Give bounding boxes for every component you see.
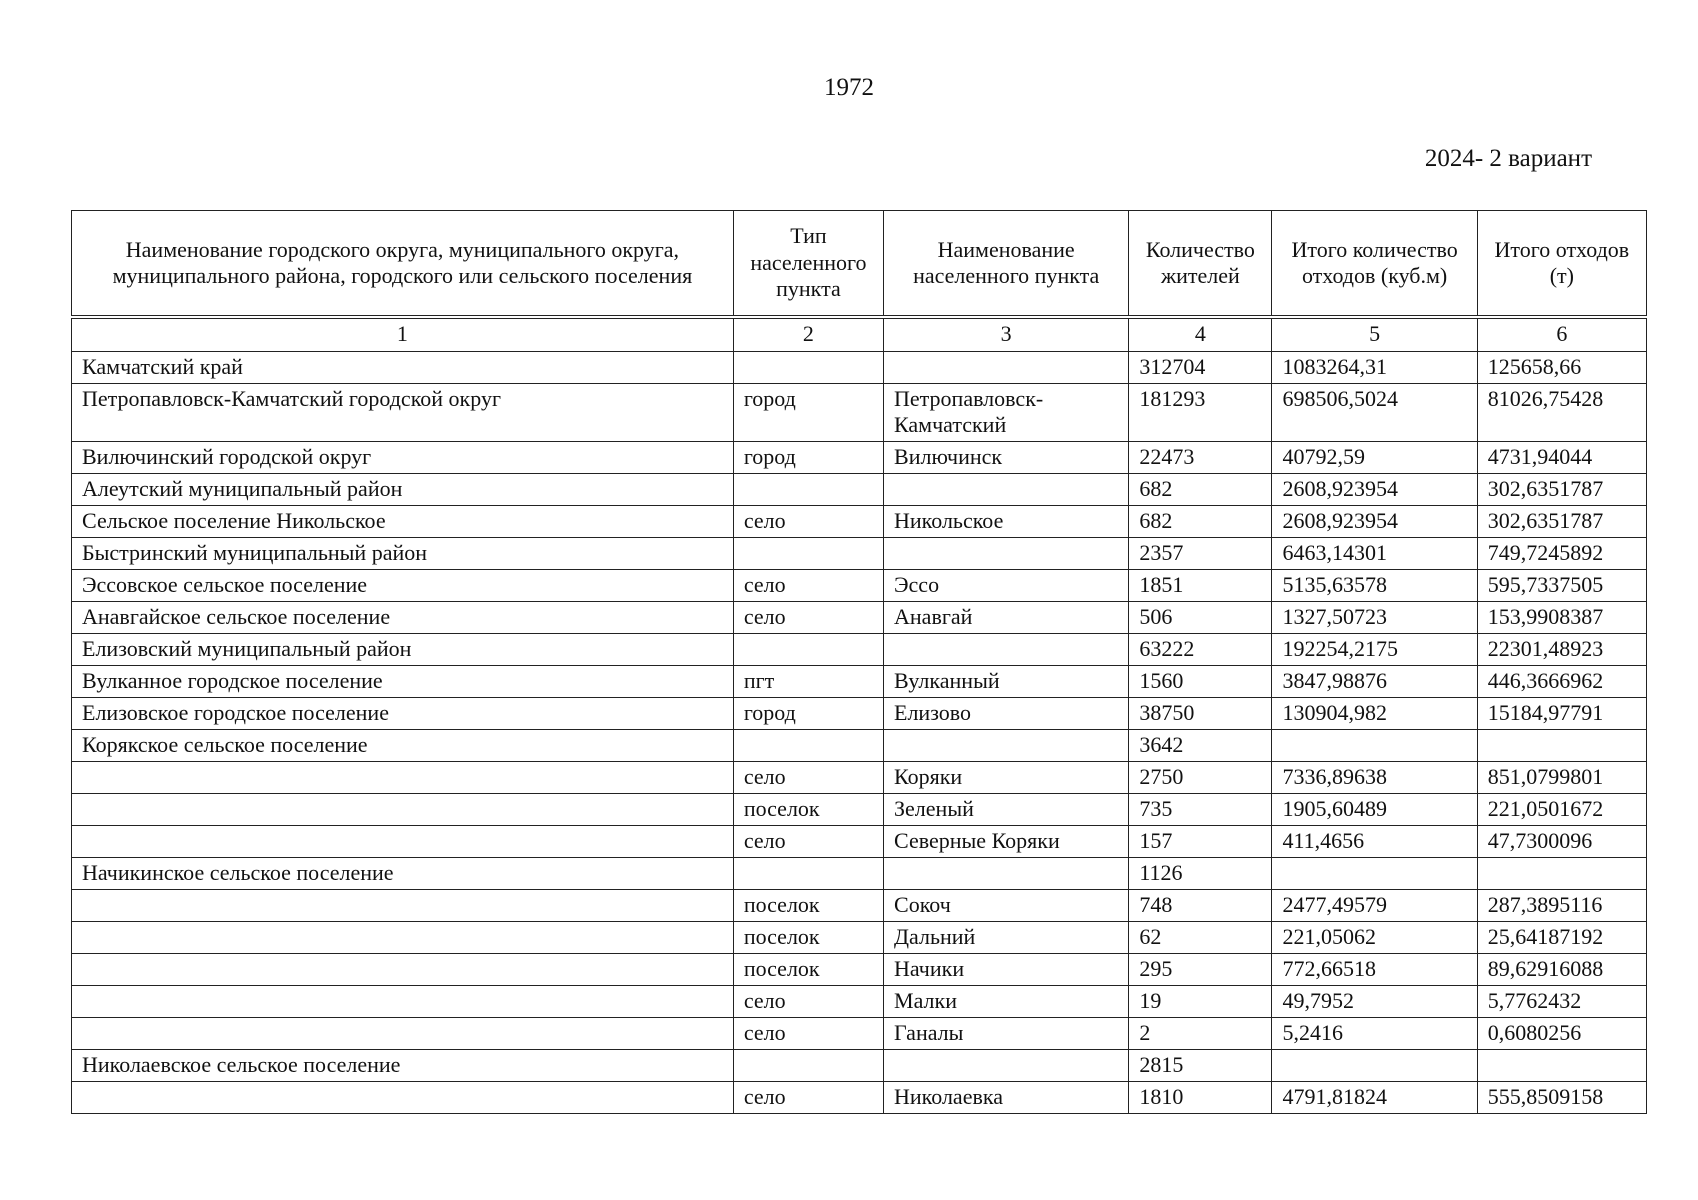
column-number: 5 <box>1272 317 1477 352</box>
table-row <box>72 729 1647 761</box>
cell-settlement-type: поселок <box>733 889 883 921</box>
cell-waste-volume: 2608,923954 <box>1272 473 1477 505</box>
cell-settlement-name: Зеленый <box>884 793 1129 825</box>
cell-settlement-name: Петропавловск-Камчатский <box>884 384 1129 442</box>
cell-waste-volume: 2477,49579 <box>1272 889 1477 921</box>
header-municipality: Наименование городского округа, муниципального округа, муниципального района, городского или сельского поселения <box>72 211 734 318</box>
cell-waste-volume <box>1272 857 1477 889</box>
cell-settlement-type <box>733 1049 883 1081</box>
cell-waste-volume: 698506,5024 <box>1272 384 1477 442</box>
cell-settlement-name: Начики <box>884 953 1129 985</box>
cell-population: 38750 <box>1129 697 1272 729</box>
cell-municipality <box>72 889 734 921</box>
cell-population: 682 <box>1129 505 1272 537</box>
cell-population: 2 <box>1129 1017 1272 1049</box>
cell-waste-mass <box>1477 1049 1646 1081</box>
cell-waste-mass: 595,7337505 <box>1477 569 1646 601</box>
table-row <box>72 761 1647 793</box>
cell-settlement-type: поселок <box>733 921 883 953</box>
table-row <box>72 537 1647 569</box>
cell-population: 63222 <box>1129 633 1272 665</box>
cell-settlement-name: Николаевка <box>884 1081 1129 1113</box>
cell-waste-mass: 851,0799801 <box>1477 761 1646 793</box>
cell-population: 1810 <box>1129 1081 1272 1113</box>
column-number: 2 <box>733 317 883 352</box>
cell-population: 735 <box>1129 793 1272 825</box>
table-row <box>72 569 1647 601</box>
cell-settlement-name: Елизово <box>884 697 1129 729</box>
table-row <box>72 1081 1647 1113</box>
cell-population: 295 <box>1129 953 1272 985</box>
cell-settlement-name: Малки <box>884 985 1129 1017</box>
table-row <box>72 505 1647 537</box>
table-row <box>72 1017 1647 1049</box>
cell-settlement-type <box>733 537 883 569</box>
cell-settlement-type: село <box>733 825 883 857</box>
waste-table <box>71 210 1647 1114</box>
cell-settlement-type: город <box>733 441 883 473</box>
cell-waste-volume: 4791,81824 <box>1272 1081 1477 1113</box>
cell-settlement-name: Вулканный <box>884 665 1129 697</box>
cell-municipality: Камчатский край <box>72 352 734 384</box>
cell-population: 2750 <box>1129 761 1272 793</box>
cell-waste-mass: 221,0501672 <box>1477 793 1646 825</box>
cell-population: 748 <box>1129 889 1272 921</box>
cell-settlement-type: пгт <box>733 665 883 697</box>
cell-waste-volume: 2608,923954 <box>1272 505 1477 537</box>
cell-municipality: Елизовский муниципальный район <box>72 633 734 665</box>
cell-waste-volume <box>1272 729 1477 761</box>
cell-settlement-name <box>884 729 1129 761</box>
table-row <box>72 793 1647 825</box>
cell-municipality: Эссовское сельское поселение <box>72 569 734 601</box>
cell-settlement-type: село <box>733 761 883 793</box>
cell-settlement-type: село <box>733 569 883 601</box>
cell-waste-mass: 47,7300096 <box>1477 825 1646 857</box>
cell-waste-mass: 749,7245892 <box>1477 537 1646 569</box>
cell-waste-volume: 130904,982 <box>1272 697 1477 729</box>
cell-municipality <box>72 985 734 1017</box>
cell-population: 19 <box>1129 985 1272 1017</box>
cell-population: 3642 <box>1129 729 1272 761</box>
cell-municipality <box>72 953 734 985</box>
cell-municipality: Николаевское сельское поселение <box>72 1049 734 1081</box>
cell-waste-volume: 221,05062 <box>1272 921 1477 953</box>
cell-waste-mass: 153,9908387 <box>1477 601 1646 633</box>
table-row <box>72 665 1647 697</box>
cell-settlement-name <box>884 473 1129 505</box>
table-row <box>72 857 1647 889</box>
column-number: 4 <box>1129 317 1272 352</box>
cell-settlement-name: Вилючинск <box>884 441 1129 473</box>
cell-settlement-name: Ганалы <box>884 1017 1129 1049</box>
cell-municipality <box>72 825 734 857</box>
header-waste-volume: Итого количество отходов (куб.м) <box>1272 211 1477 318</box>
cell-municipality <box>72 921 734 953</box>
cell-municipality: Алеутский муниципальный район <box>72 473 734 505</box>
page-number: 1972 <box>824 74 874 101</box>
cell-waste-volume: 411,4656 <box>1272 825 1477 857</box>
header-population: Количество жителей <box>1129 211 1272 318</box>
column-number: 6 <box>1477 317 1646 352</box>
table-row <box>72 384 1647 442</box>
cell-settlement-name: Никольское <box>884 505 1129 537</box>
table-row <box>72 697 1647 729</box>
cell-municipality: Быстринский муниципальный район <box>72 537 734 569</box>
cell-waste-volume: 6463,14301 <box>1272 537 1477 569</box>
table-row <box>72 441 1647 473</box>
table-row <box>72 1049 1647 1081</box>
cell-settlement-type: село <box>733 505 883 537</box>
cell-settlement-type <box>733 857 883 889</box>
cell-population: 1851 <box>1129 569 1272 601</box>
table-row <box>72 953 1647 985</box>
table-row <box>72 601 1647 633</box>
cell-population: 506 <box>1129 601 1272 633</box>
cell-settlement-type: поселок <box>733 793 883 825</box>
cell-waste-mass <box>1477 857 1646 889</box>
cell-municipality: Вулканное городское поселение <box>72 665 734 697</box>
cell-population: 1560 <box>1129 665 1272 697</box>
cell-settlement-type <box>733 352 883 384</box>
cell-settlement-type: поселок <box>733 953 883 985</box>
cell-waste-mass: 81026,75428 <box>1477 384 1646 442</box>
table-row <box>72 352 1647 384</box>
cell-municipality: Елизовское городское поселение <box>72 697 734 729</box>
cell-waste-volume: 5,2416 <box>1272 1017 1477 1049</box>
cell-waste-volume: 192254,2175 <box>1272 633 1477 665</box>
cell-waste-mass: 15184,97791 <box>1477 697 1646 729</box>
cell-settlement-name <box>884 1049 1129 1081</box>
cell-waste-volume: 40792,59 <box>1272 441 1477 473</box>
column-number: 1 <box>72 317 734 352</box>
cell-waste-volume: 1327,50723 <box>1272 601 1477 633</box>
cell-settlement-type: село <box>733 601 883 633</box>
cell-settlement-name <box>884 633 1129 665</box>
cell-waste-mass: 22301,48923 <box>1477 633 1646 665</box>
cell-waste-mass: 125658,66 <box>1477 352 1646 384</box>
cell-settlement-type: город <box>733 697 883 729</box>
cell-waste-volume: 5135,63578 <box>1272 569 1477 601</box>
column-number-row <box>72 317 1647 352</box>
cell-waste-volume <box>1272 1049 1477 1081</box>
cell-settlement-type <box>733 473 883 505</box>
header-waste-mass: Итого отходов (т) <box>1477 211 1646 318</box>
cell-settlement-name: Эссо <box>884 569 1129 601</box>
variant-label: 2024- 2 вариант <box>1424 145 1592 172</box>
cell-waste-volume: 49,7952 <box>1272 985 1477 1017</box>
cell-municipality: Сельское поселение Никольское <box>72 505 734 537</box>
column-number: 3 <box>884 317 1129 352</box>
table-row <box>72 889 1647 921</box>
cell-population: 682 <box>1129 473 1272 505</box>
cell-population: 157 <box>1129 825 1272 857</box>
cell-waste-volume: 772,66518 <box>1272 953 1477 985</box>
cell-waste-mass: 4731,94044 <box>1477 441 1646 473</box>
cell-municipality <box>72 1081 734 1113</box>
cell-municipality <box>72 793 734 825</box>
cell-settlement-type <box>733 633 883 665</box>
cell-settlement-name <box>884 537 1129 569</box>
cell-waste-mass: 89,62916088 <box>1477 953 1646 985</box>
cell-waste-mass: 0,6080256 <box>1477 1017 1646 1049</box>
header-settlement-type: Тип населенного пункта <box>733 211 883 318</box>
cell-municipality: Вилючинский городской округ <box>72 441 734 473</box>
cell-waste-volume: 3847,98876 <box>1272 665 1477 697</box>
cell-settlement-name: Сокоч <box>884 889 1129 921</box>
header-row <box>72 211 1647 318</box>
cell-population: 22473 <box>1129 441 1272 473</box>
cell-municipality: Начикинское сельское поселение <box>72 857 734 889</box>
cell-waste-mass: 302,6351787 <box>1477 505 1646 537</box>
cell-settlement-name: Анавгай <box>884 601 1129 633</box>
cell-population: 312704 <box>1129 352 1272 384</box>
cell-settlement-name: Коряки <box>884 761 1129 793</box>
header-settlement-name: Наименование населенного пункта <box>884 211 1129 318</box>
cell-population: 2815 <box>1129 1049 1272 1081</box>
cell-settlement-type: город <box>733 384 883 442</box>
cell-settlement-type: село <box>733 985 883 1017</box>
table-row <box>72 825 1647 857</box>
cell-waste-mass <box>1477 729 1646 761</box>
cell-population: 62 <box>1129 921 1272 953</box>
cell-municipality: Петропавловск-Камчатский городской округ <box>72 384 734 442</box>
table-row <box>72 473 1647 505</box>
table-row <box>72 985 1647 1017</box>
cell-municipality: Корякское сельское поселение <box>72 729 734 761</box>
cell-waste-volume: 1905,60489 <box>1272 793 1477 825</box>
cell-settlement-type: село <box>733 1017 883 1049</box>
cell-settlement-name: Северные Коряки <box>884 825 1129 857</box>
cell-waste-mass: 287,3895116 <box>1477 889 1646 921</box>
cell-settlement-type <box>733 729 883 761</box>
cell-municipality <box>72 761 734 793</box>
cell-population: 1126 <box>1129 857 1272 889</box>
cell-population: 181293 <box>1129 384 1272 442</box>
cell-settlement-name <box>884 352 1129 384</box>
cell-waste-mass: 446,3666962 <box>1477 665 1646 697</box>
cell-waste-volume: 1083264,31 <box>1272 352 1477 384</box>
cell-waste-volume: 7336,89638 <box>1272 761 1477 793</box>
table-row <box>72 921 1647 953</box>
cell-waste-mass: 25,64187192 <box>1477 921 1646 953</box>
cell-municipality <box>72 1017 734 1049</box>
cell-settlement-type: село <box>733 1081 883 1113</box>
cell-settlement-name: Дальний <box>884 921 1129 953</box>
cell-municipality: Анавгайское сельское поселение <box>72 601 734 633</box>
cell-waste-mass: 555,8509158 <box>1477 1081 1646 1113</box>
cell-population: 2357 <box>1129 537 1272 569</box>
cell-waste-mass: 5,7762432 <box>1477 985 1646 1017</box>
cell-settlement-name <box>884 857 1129 889</box>
cell-waste-mass: 302,6351787 <box>1477 473 1646 505</box>
table-row <box>72 633 1647 665</box>
